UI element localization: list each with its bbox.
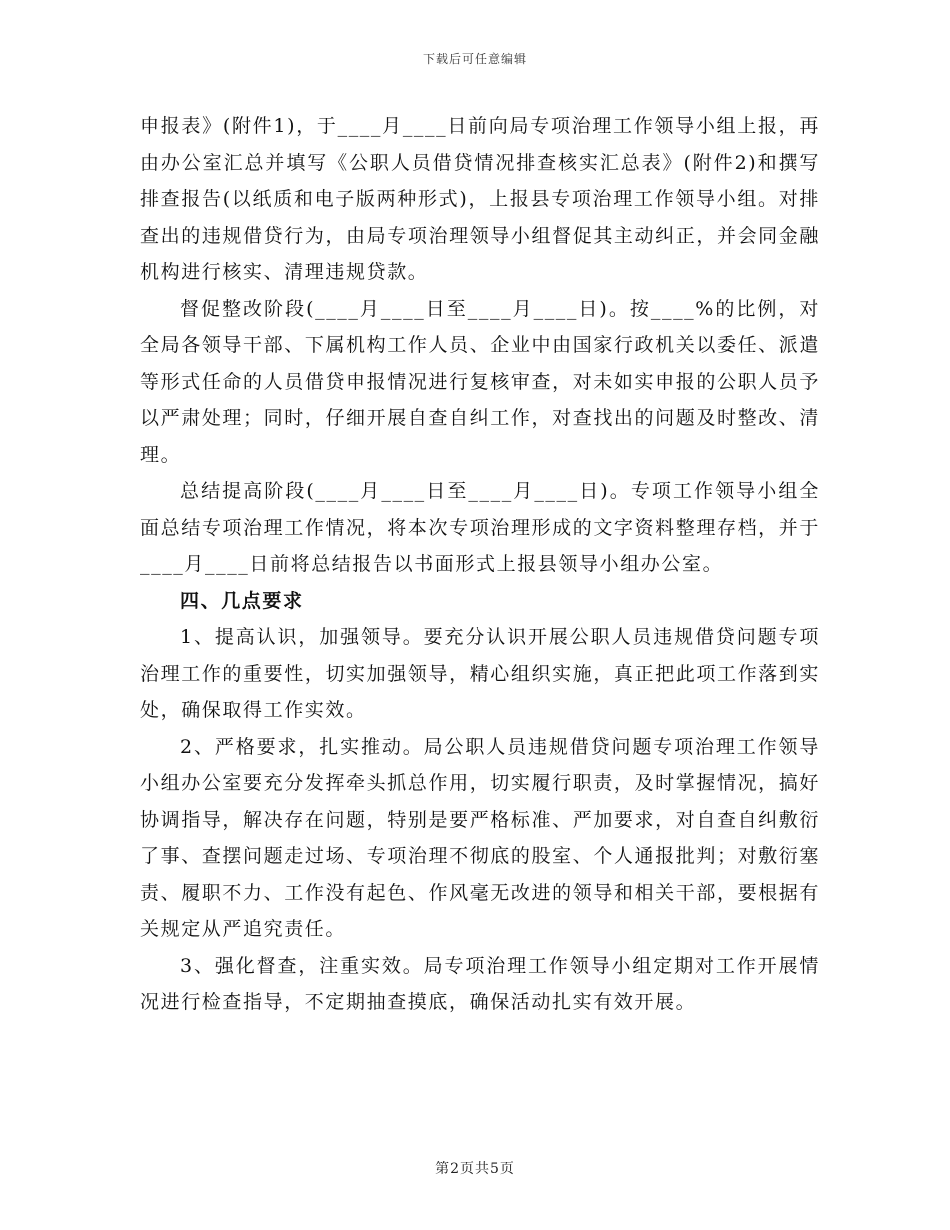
page-header: 下载后可任意编辑 bbox=[422, 52, 527, 66]
requirement-item-3: 3、强化督查，注重实效。局专项治理工作领导小组定期对工作开展情况进行检查指导，不定期抽查摸底，确保活动扎实有效开展。 bbox=[140, 954, 820, 1013]
page-number: 第2页共5页 bbox=[435, 1161, 515, 1177]
requirement-item-2: 2、严格要求，扎实推动。局公职人员违规借贷问题专项治理工作领导小组办公室要充分发挥牵头抓总作用，切实履行职责，及时掌握情况，搞好协调指导，解决存在问题，特别是要严格标准、严加要求，对自查自纠敷衍了事、查摆问题走过场、专项治理不彻底的股室、个人通报批判；对敷衍塞责、履职不力、工作没有起色、作风毫无改进的领导和相关干部，要根据有关规定从严追究责任。 bbox=[140, 735, 820, 940]
paragraph-report-deadline: 申报表》(附件1)，于____月____日前向局专项治理工作领导小组上报，再由办公室汇总并填写《公职人员借贷情况排查核实汇总表》(附件2)和撰写排查报告(以纸质和电子版两种形式)，上报县专项治理工作领导小组。对排查出的违规借贷行为，由局专项治理领导小组督促其主动纠正，并会同金融机构进行核实、清理违规贷款。 bbox=[140, 115, 820, 283]
section-heading: 四、几点要求 bbox=[180, 589, 304, 612]
paragraph-summary-stage: 总结提高阶段(____月____日至____月____日)。专项工作领导小组全面总结专项治理工作情况，将本次专项治理形成的文字资料整理存档，并于____月____日前将总结报告以书面形式上报县领导小组办公室。 bbox=[140, 480, 820, 575]
paragraph-rectification-stage: 督促整改阶段(____月____日至____月____日)。按____%的比例，对全局各领导干部、下属机构工作人员、企业中由国家行政机关以委任、派遣等形式任命的人员借贷申报情况进行复核审查，对未如实申报的公职人员予以严肃处理；同时，仔细开展自查自纠工作，对查找出的问题及时整改、清理。 bbox=[140, 297, 820, 466]
requirement-item-1: 1、提高认识，加强领导。要充分认识开展公职人员违规借贷问题专项治理工作的重要性，切实加强领导，精心组织实施，真正把此项工作落到实处，确保取得工作实效。 bbox=[140, 626, 820, 721]
document-body bbox=[140, 108, 820, 1021]
